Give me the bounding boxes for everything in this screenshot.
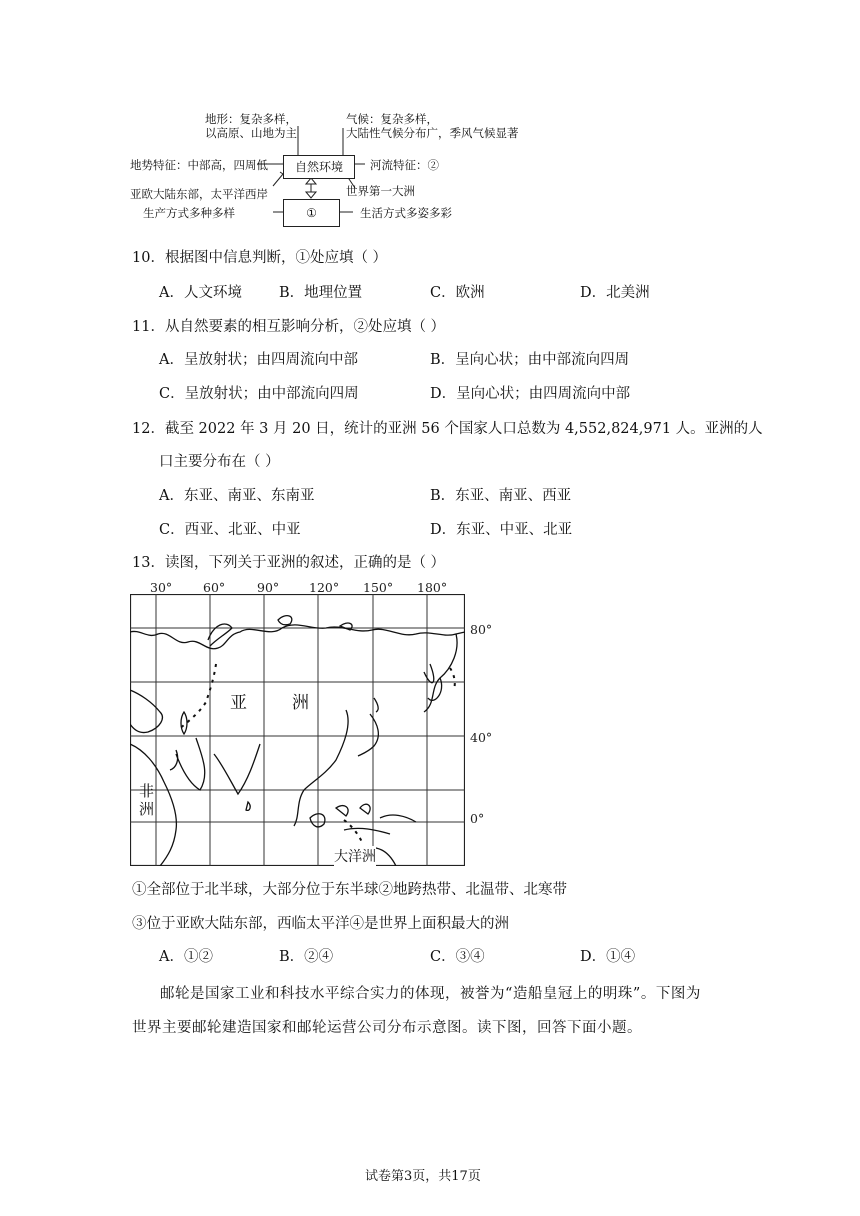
lat-tick-0: 0° xyxy=(470,811,485,826)
asia-label-1: 亚 xyxy=(230,693,247,713)
q10-option-c[interactable]: C．欧洲 xyxy=(430,285,485,301)
lon-tick-180: 180° xyxy=(417,580,448,595)
location-label: 亚欧大陆东部，太平洋西岸 xyxy=(130,187,268,201)
lon-tick-60: 60° xyxy=(203,580,226,595)
oceania-label: 大洋洲 xyxy=(334,846,376,866)
blank-box-1: ① xyxy=(283,199,340,227)
q12-option-a[interactable]: A．东亚、南亚、东南亚 xyxy=(159,488,315,504)
question-12-stem-line2: 口主要分布在（ ） xyxy=(159,454,280,470)
lon-tick-150: 150° xyxy=(363,580,394,595)
africa-label: 非 洲 xyxy=(139,782,155,818)
page-footer: 试卷第3页，共17页 xyxy=(365,1169,481,1184)
q10-option-a[interactable]: A．人文环境 xyxy=(159,285,242,301)
question-12-stem-line1: 12．截至 2022 年 3 月 20 日，统计的亚洲 56 个国家人口总数为 4,552,824,971 人。亚洲的人 xyxy=(132,421,763,437)
question-10-stem: 10．根据图中信息判断，①处应填（ ） xyxy=(132,250,388,266)
q10-option-d[interactable]: D．北美洲 xyxy=(580,285,650,301)
q12-option-d[interactable]: D．东亚、中亚、北亚 xyxy=(430,522,573,538)
q11-option-b[interactable]: B．呈向心状；由中部流向四周 xyxy=(430,352,630,368)
q13-option-d[interactable]: D．①④ xyxy=(580,949,636,965)
q12-option-c[interactable]: C．西亚、北亚、中亚 xyxy=(159,522,301,538)
lat-tick-40: 40° xyxy=(470,730,493,745)
lat-tick-80: 80° xyxy=(470,622,493,637)
passage-line2: 世界主要邮轮建造国家和邮轮运营公司分布示意图。读下图，回答下面小题。 xyxy=(132,1020,642,1036)
question-11-stem: 11．从自然要素的相互影响分析，②处应填（ ） xyxy=(132,319,446,335)
q11-option-c[interactable]: C．呈放射状；由中部流向四周 xyxy=(159,386,359,402)
q13-option-c[interactable]: C．③④ xyxy=(430,949,485,965)
q11-option-a[interactable]: A．呈放射状；由四周流向中部 xyxy=(159,352,358,368)
q11-option-d[interactable]: D．呈向心状；由四周流向中部 xyxy=(430,386,631,402)
river-label: 河流特征：② xyxy=(370,158,439,172)
lifestyle-label: 生活方式多姿多彩 xyxy=(360,206,452,220)
lon-tick-90: 90° xyxy=(257,580,280,595)
map-frame xyxy=(130,594,465,866)
q12-option-b[interactable]: B．东亚、南亚、西亚 xyxy=(430,488,572,504)
passage-line1: 邮轮是国家工业和科技水平综合实力的体现，被誉为“造船皇冠上的明珠”。下图为 xyxy=(160,986,701,1002)
climate-label: 气候：复杂多样， 大陆性气候分布广，季风气候显著 xyxy=(346,112,519,140)
lon-tick-30: 30° xyxy=(150,580,173,595)
q10-option-b[interactable]: B．地理位置 xyxy=(279,285,363,301)
production-label: 生产方式多种多样 xyxy=(143,206,235,220)
q13-option-a[interactable]: A．①② xyxy=(159,949,213,965)
lon-tick-120: 120° xyxy=(309,580,340,595)
q13-statement-line1: ①全部位于北半球，大部分位于东半球②地跨热带、北温带、北寒带 xyxy=(132,882,567,898)
largest-continent-label: 世界第一大洲 xyxy=(346,184,415,198)
question-13-stem: 13．读图，下列关于亚洲的叙述，正确的是（ ） xyxy=(132,555,446,571)
asia-label-2: 洲 xyxy=(292,693,309,713)
slope-label: 地势特征：中部高，四周低 xyxy=(130,158,268,172)
q13-statement-line2: ③位于亚欧大陆东部，西临太平洋④是世界上面积最大的洲 xyxy=(132,916,509,932)
terrain-label: 地形：复杂多样， 以高原、山地为主 xyxy=(205,112,297,140)
natural-environment-box: 自然环境 xyxy=(283,155,355,179)
q13-option-b[interactable]: B．②④ xyxy=(279,949,334,965)
